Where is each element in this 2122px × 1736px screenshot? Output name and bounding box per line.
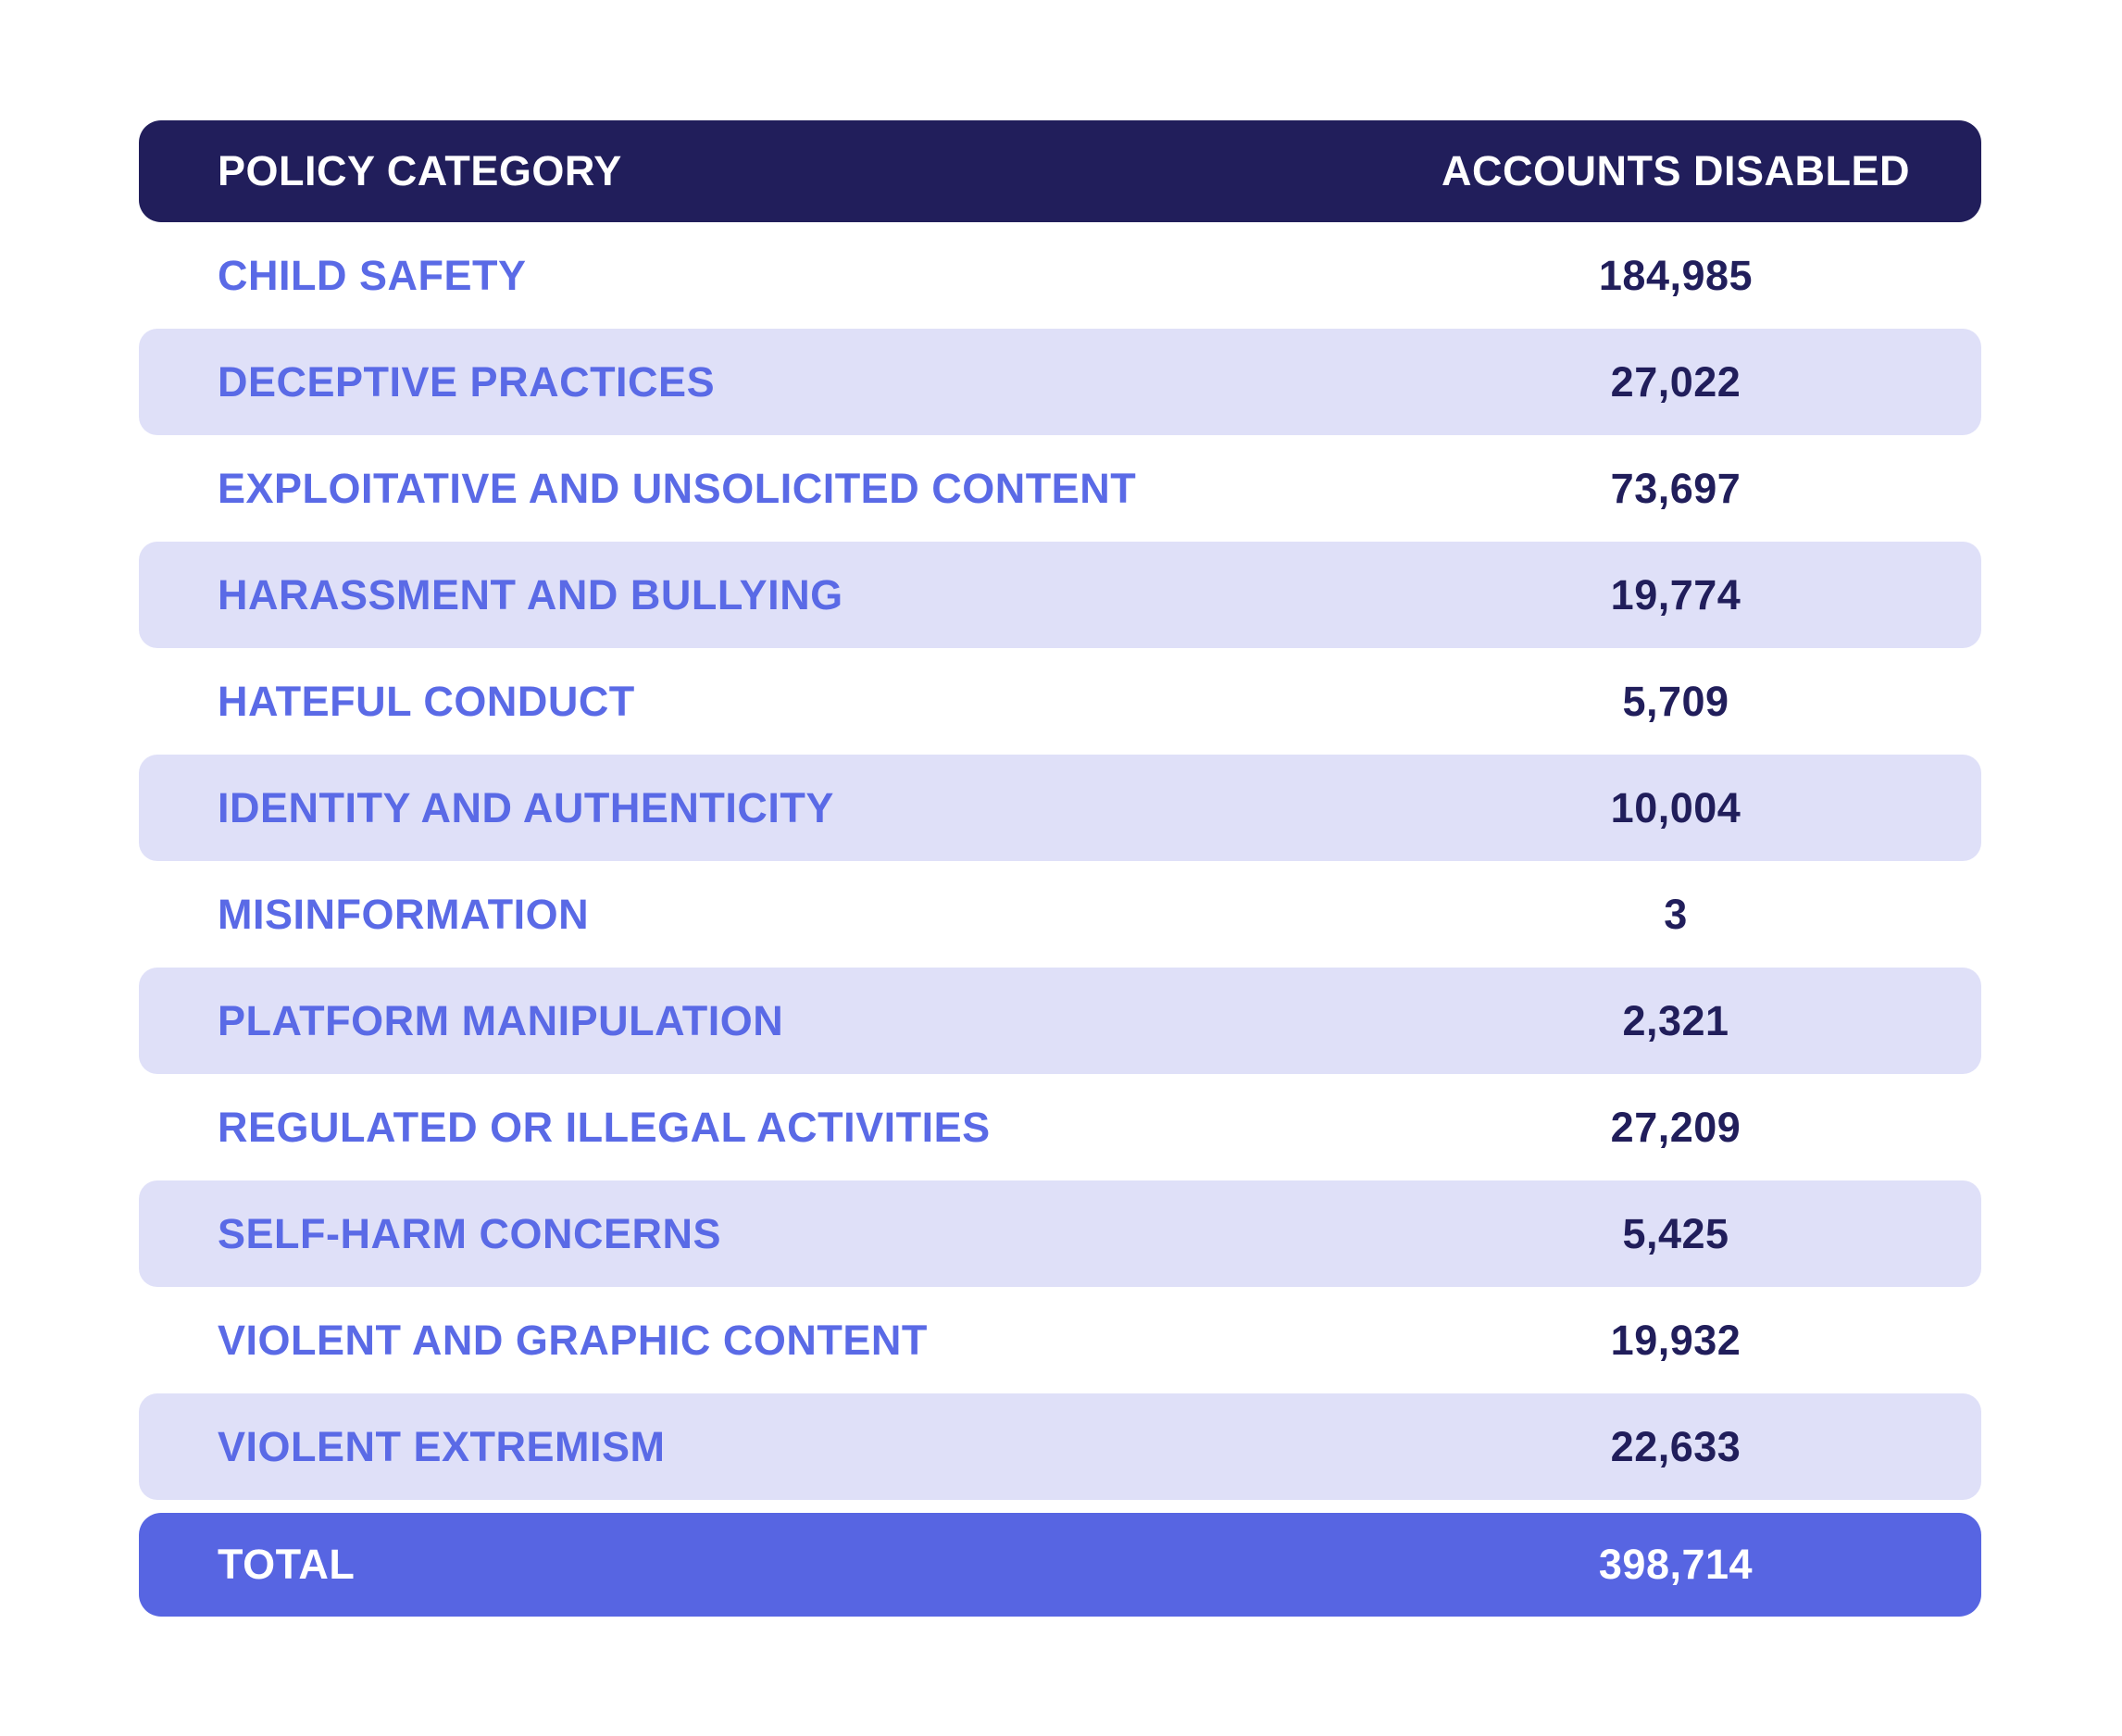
table-row bbox=[139, 648, 1981, 755]
table-row bbox=[139, 1393, 1981, 1500]
table-header-row bbox=[139, 120, 1981, 222]
accounts-disabled-cell: 73,697 bbox=[1610, 464, 1741, 512]
total-value: 398,714 bbox=[1598, 1541, 1754, 1588]
table-row bbox=[139, 1074, 1981, 1180]
policy-category-cell: REGULATED OR ILLEGAL ACTIVITIES bbox=[218, 1103, 991, 1151]
header-policy-category-label: POLICY CATEGORY bbox=[218, 147, 622, 194]
table-row bbox=[139, 329, 1981, 435]
table-row bbox=[139, 755, 1981, 861]
accounts-disabled-cell: 184,985 bbox=[1598, 251, 1754, 299]
accounts-disabled-cell: 22,633 bbox=[1610, 1422, 1741, 1470]
accounts-disabled-cell: 3 bbox=[1664, 890, 1688, 938]
policy-category-cell: VIOLENT EXTREMISM bbox=[218, 1422, 666, 1470]
accounts-disabled-cell: 10,004 bbox=[1610, 783, 1741, 831]
table-row bbox=[139, 861, 1981, 968]
table-row bbox=[139, 1287, 1981, 1393]
policy-category-cell: IDENTITY AND AUTHENTICITY bbox=[218, 783, 834, 831]
policy-category-cell: HARASSMENT AND BULLYING bbox=[218, 570, 843, 618]
table-row bbox=[139, 968, 1981, 1074]
policy-category-cell: CHILD SAFETY bbox=[218, 251, 527, 299]
accounts-disabled-cell: 19,932 bbox=[1610, 1316, 1741, 1364]
accounts-disabled-cell: 5,425 bbox=[1622, 1209, 1729, 1257]
policy-category-cell: SELF-HARM CONCERNS bbox=[218, 1209, 721, 1257]
accounts-disabled-cell: 27,022 bbox=[1610, 357, 1741, 406]
table-body bbox=[139, 222, 1981, 1500]
header-accounts-disabled-label: ACCOUNTS DISABLED bbox=[1441, 147, 1910, 194]
accounts-disabled-cell: 2,321 bbox=[1622, 996, 1729, 1044]
accounts-disabled-cell: 5,709 bbox=[1622, 677, 1729, 725]
table-row bbox=[139, 542, 1981, 648]
policy-category-cell: HATEFUL CONDUCT bbox=[218, 677, 635, 725]
policy-category-cell: PLATFORM MANIPULATION bbox=[218, 996, 784, 1044]
table-total-row bbox=[139, 1513, 1981, 1617]
table-row bbox=[139, 435, 1981, 542]
policy-category-cell: EXPLOITATIVE AND UNSOLICITED CONTENT bbox=[218, 464, 1137, 512]
accounts-disabled-cell: 19,774 bbox=[1610, 570, 1741, 618]
table-row bbox=[139, 1180, 1981, 1287]
policy-category-cell: VIOLENT AND GRAPHIC CONTENT bbox=[218, 1316, 928, 1364]
policy-category-cell: DECEPTIVE PRACTICES bbox=[218, 357, 716, 406]
accounts-disabled-table bbox=[139, 120, 1981, 1617]
policy-category-cell: MISINFORMATION bbox=[218, 890, 590, 938]
accounts-disabled-cell: 27,209 bbox=[1610, 1103, 1741, 1151]
total-label: TOTAL bbox=[218, 1541, 356, 1588]
table-row bbox=[139, 222, 1981, 329]
